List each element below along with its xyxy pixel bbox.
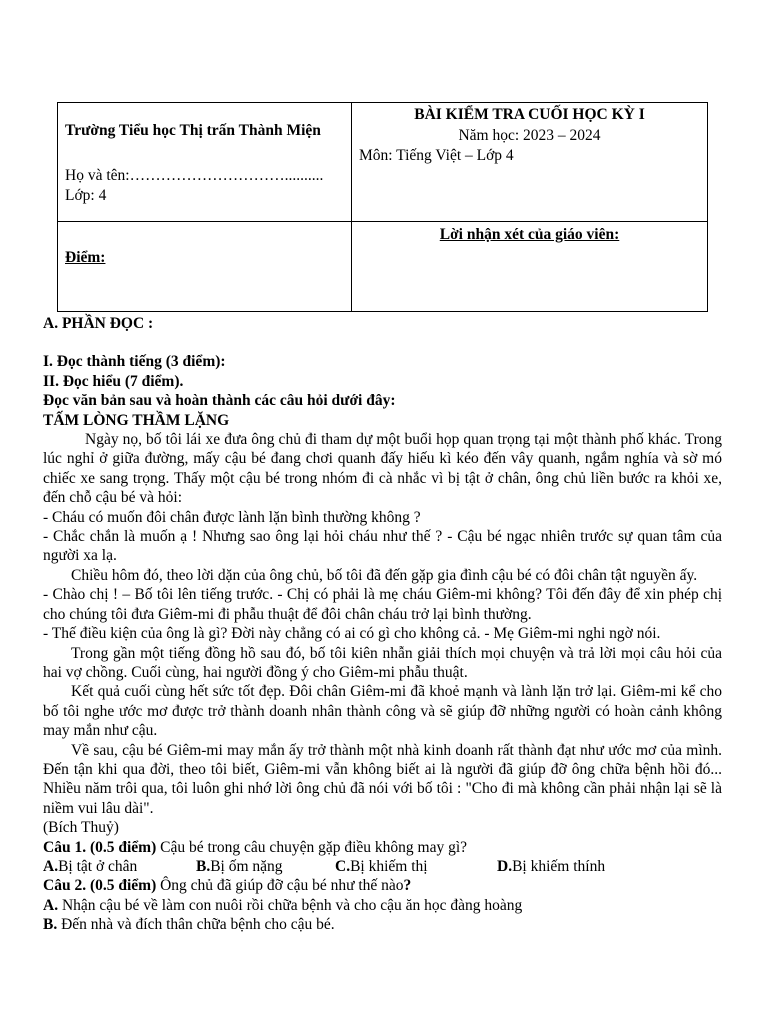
question-1 (43, 838, 722, 857)
story-author: (Bích Thuỷ) (43, 819, 119, 837)
story-paragraph: Ngày nọ, bố tôi lái xe đưa ông chủ đi tham dự một buổi họp quan trọng tại một thành phố khác. Trong lúc nghỉ ở giữa đường, mấy cậu bé đang chơi quanh đấy hiếu kì kéo đến vây quanh, ngắm nghía và sờ mó chiếc xe sang trọng. Thấy một cậu bé trong nhóm đi cà nhắc vì bị tật ở chân, ông chủ liền bước ra khỏi xe, đến chỗ cậu bé và hỏi: (43, 431, 722, 507)
story-paragraph: Chiều hôm đó, theo lời dặn của ông chủ, bố tôi đã đến gặp gia đình cậu bé có đôi chân tật nguyền ấy. (71, 566, 698, 584)
question-2-text: Ông chủ đã giúp đỡ cậu bé như thế nào (156, 877, 404, 895)
story-paragraph: - Thế điều kiện của ông là gì? Đời này chẳng có ai có gì cho không cả. - Mẹ Giêm-mi nghi ngờ nói. (43, 625, 661, 643)
q1-option-b[interactable]: B.Bị ốm nặng (196, 857, 283, 875)
school-year: Năm học: 2023 – 2024 (458, 127, 601, 144)
story-paragraph: - Cháu có muốn đôi chân được lành lặn bình thường không ? (43, 508, 421, 526)
story-paragraph: Về sau, cậu bé Giêm-mi may mắn ấy trở thành một nhà kinh doanh rất thành đạt như ước mơ của mình. Đến tận khi qua đời, theo tôi biết, Giêm-mi vẫn không biết ai là người đã giúp đỡ ông chữa bệnh hồi đó... Nhiều năm trôi qua, tôi luôn ghi nhớ lời ông chủ đã nói với bố tôi : "Cho đi mà không cần phải nhận lại sẽ là niềm vui lâu dài". (43, 741, 722, 817)
subject-label: Môn: Tiếng Việt – Lớp 4 (359, 147, 514, 164)
teacher-comment-label: Lời nhận xét của giáo viên: (439, 226, 620, 243)
question-1-text: Cậu bé trong câu chuyện gặp điều không may gì? (156, 838, 468, 856)
student-info-cell (58, 103, 352, 222)
section-a-heading: A. PHẦN ĐỌC : (43, 315, 154, 332)
header-table (57, 102, 708, 312)
student-name-field: Họ và tên:………………………….......... (65, 167, 324, 184)
question-1-options (43, 857, 722, 876)
exam-title: BÀI KIỂM TRA CUỐI HỌC KỲ I (414, 106, 645, 123)
score-label: Điểm: (65, 249, 106, 266)
story-paragraph: - Chào chị ! – Bố tôi lên tiếng trước. - Chị có phải là mẹ cháu Giêm-mi không? Tôi đến đây để xin phép chị cho chúng tôi đưa Giêm-mi đi phẫu thuật để đôi chân cháu trở lại bình thường. (43, 586, 722, 623)
comment-cell (352, 222, 708, 312)
question-2: Câu 2. (0.5 điểm) Ông chủ đã giúp đỡ cậu bé như thế nào? (43, 877, 412, 895)
part2-heading: II. Đọc hiểu (7 điểm). (43, 372, 184, 390)
score-cell (58, 222, 352, 312)
grade-label: Lớp: 4 (65, 187, 107, 204)
q1-option-a[interactable]: A.Bị tật ở chân (43, 857, 138, 875)
exam-body (43, 314, 722, 935)
q1-option-d[interactable]: D.Bị khiếm thính (497, 857, 606, 875)
story-title: TẤM LÒNG THẦM LẶNG (43, 411, 230, 429)
question-1-label: Câu 1. (0.5 điểm) (43, 838, 157, 856)
reading-instruction: Đọc văn bản sau và hoàn thành các câu hỏi dưới đây: (43, 392, 396, 410)
q2-option-b[interactable]: B. Đến nhà và đích thân chữa bệnh cho cậu bé. (43, 916, 335, 934)
school-name: Trường Tiểu học Thị trấn Thành Miện (65, 122, 321, 139)
q2-option-a[interactable]: A. Nhận cậu bé về làm con nuôi rồi chữa bệnh và cho cậu ăn học đàng hoàng (43, 896, 523, 914)
part1-heading: I. Đọc thành tiếng (3 điểm): (43, 353, 226, 371)
story-paragraph: Trong gần một tiếng đồng hồ sau đó, bố tôi kiên nhẫn giải thích mọi chuyện và trả lời mọi câu hỏi của hai vợ chồng. Cuối cùng, hai người đồng ý cho Giêm-mi phẫu thuật. (43, 644, 722, 681)
q1-option-c[interactable]: C.Bị khiếm thị (335, 857, 428, 875)
exam-info-cell (352, 103, 708, 222)
story-paragraph: - Chắc chắn là muốn ạ ! Nhưng sao ông lại hỏi cháu như thế ? - Cậu bé ngạc nhiên trước sự quan tâm của người xa lạ. (43, 528, 722, 565)
story-paragraph: Kết quả cuối cùng hết sức tốt đẹp. Đôi chân Giêm-mi đã khoẻ mạnh và lành lặn trở lại. Giêm-mi kể cho bố tôi nghe ước mơ được trở thành doanh nhân thành công và sẽ giúp đỡ những người có hoàn cảnh không may mắn như cậu. (43, 683, 722, 740)
question-2-label: Câu 2. (0.5 điểm) (43, 877, 157, 895)
